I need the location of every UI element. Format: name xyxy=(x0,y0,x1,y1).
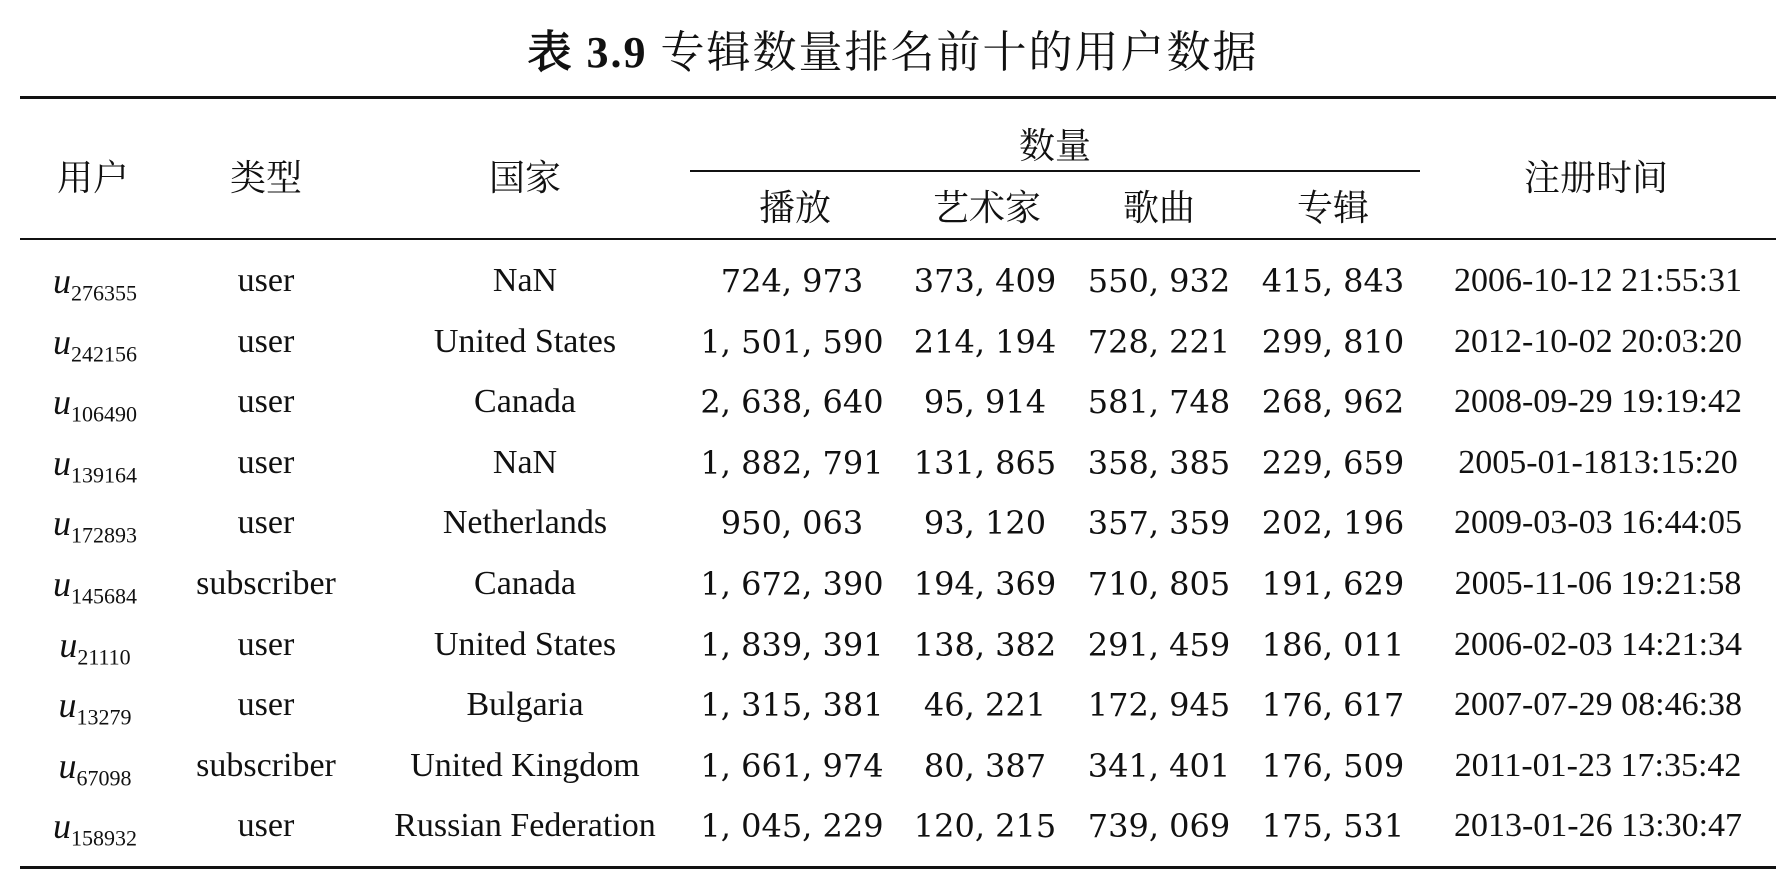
table-caption xyxy=(0,16,1786,80)
cell-songs: 172, 945 xyxy=(1087,686,1231,724)
cell-country: Russian Federation xyxy=(394,807,656,844)
cell-artists: 80, 387 xyxy=(923,747,1047,785)
cell-plays: 1, 839, 391 xyxy=(700,626,884,664)
cell-registered: 2006-02-03 14:21:34 xyxy=(1453,626,1743,663)
cell-albums: 186, 011 xyxy=(1261,626,1405,664)
cell-songs: 728, 221 xyxy=(1087,323,1231,361)
cell-registered: 2009-03-03 16:44:05 xyxy=(1453,504,1743,541)
user-symbol: u xyxy=(53,322,71,362)
cell-plays: 724, 973 xyxy=(720,262,864,300)
cell-songs: 357, 359 xyxy=(1087,504,1231,542)
user-id: 172893 xyxy=(71,522,137,548)
cell-country: NaN xyxy=(492,444,558,481)
cell-artists: 373, 409 xyxy=(913,262,1057,300)
cell-type: user xyxy=(237,383,295,420)
cell-artists: 93, 120 xyxy=(923,504,1047,542)
header-registered: 注册时间 xyxy=(1523,158,1669,198)
header-user: 用户 xyxy=(56,158,130,198)
cell-uid xyxy=(59,745,132,792)
cell-registered: 2008-09-29 19:19:42 xyxy=(1453,383,1743,420)
cell-type: subscriber xyxy=(196,565,336,602)
cell-uid xyxy=(53,321,137,368)
caption-title: 专辑数量排名前十的用户数据 xyxy=(660,28,1259,77)
cell-artists: 214, 194 xyxy=(913,323,1057,361)
user-symbol: u xyxy=(58,746,77,786)
cell-artists: 131, 865 xyxy=(913,444,1057,482)
cell-artists: 194, 369 xyxy=(913,565,1057,603)
cell-plays: 1, 672, 390 xyxy=(700,565,884,603)
user-id: 139164 xyxy=(71,462,137,488)
cell-songs: 710, 805 xyxy=(1087,565,1231,603)
user-id: 67098 xyxy=(76,765,132,791)
user-symbol: u xyxy=(53,564,71,604)
user-symbol: u xyxy=(53,382,71,422)
header-songs: 歌曲 xyxy=(1122,188,1196,228)
cell-uid xyxy=(53,502,137,549)
cell-plays: 950, 063 xyxy=(720,504,864,542)
header-plays: 播放 xyxy=(758,188,832,228)
cell-type: user xyxy=(237,807,295,844)
caption-number: 3.9 xyxy=(586,28,648,77)
cell-registered: 2013-01-26 13:30:47 xyxy=(1453,807,1743,844)
cell-country: United States xyxy=(433,323,617,360)
user-symbol: u xyxy=(58,685,77,725)
cell-country: United Kingdom xyxy=(410,747,640,784)
cell-songs: 581, 748 xyxy=(1087,383,1231,421)
user-symbol: u xyxy=(53,503,71,543)
caption-label: 表 xyxy=(527,28,574,77)
user-id: 106490 xyxy=(71,401,137,427)
cell-plays: 1, 315, 381 xyxy=(700,686,884,724)
cell-plays: 1, 882, 791 xyxy=(700,444,884,482)
bottom-rule xyxy=(20,866,1776,869)
cell-albums: 191, 629 xyxy=(1261,565,1405,603)
cell-country: Canada xyxy=(474,565,576,602)
cell-uid xyxy=(59,684,132,731)
cell-country: NaN xyxy=(492,262,558,299)
cell-plays: 1, 661, 974 xyxy=(700,747,884,785)
cell-registered: 2005-11-06 19:21:58 xyxy=(1454,565,1742,602)
cell-registered: 2012-10-02 20:03:20 xyxy=(1453,323,1743,360)
cell-country: Netherlands xyxy=(442,504,608,541)
header-albums: 专辑 xyxy=(1296,188,1370,228)
cell-country: Bulgaria xyxy=(466,686,584,723)
user-symbol: u xyxy=(59,625,78,665)
header-artists: 艺术家 xyxy=(932,188,1042,228)
cell-type: subscriber xyxy=(196,747,336,784)
cell-plays: 1, 501, 590 xyxy=(700,323,884,361)
cell-type: user xyxy=(237,504,295,541)
user-symbol: u xyxy=(53,806,71,846)
cell-artists: 138, 382 xyxy=(913,626,1057,664)
user-id: 276355 xyxy=(71,280,137,306)
cell-type: user xyxy=(237,323,295,360)
header-type: 类型 xyxy=(229,158,303,198)
cell-albums: 176, 509 xyxy=(1261,747,1405,785)
cell-plays: 2, 638, 640 xyxy=(700,383,884,421)
header-group-count: 数量 xyxy=(1018,126,1092,166)
top-rule xyxy=(20,96,1776,99)
cell-albums: 415, 843 xyxy=(1261,262,1405,300)
cell-albums: 175, 531 xyxy=(1261,807,1405,845)
header-country: 国家 xyxy=(488,158,562,198)
cell-uid xyxy=(53,442,137,489)
cell-registered: 2011-01-23 17:35:42 xyxy=(1454,747,1742,784)
user-symbol: u xyxy=(53,261,71,301)
cell-country: Canada xyxy=(474,383,576,420)
group-rule xyxy=(690,170,1420,172)
user-id: 13279 xyxy=(76,704,132,730)
cell-songs: 358, 385 xyxy=(1087,444,1231,482)
cell-albums: 176, 617 xyxy=(1261,686,1405,724)
cell-registered: 2007-07-29 08:46:38 xyxy=(1453,686,1743,723)
cell-artists: 46, 221 xyxy=(923,686,1047,724)
cell-type: user xyxy=(237,686,295,723)
cell-albums: 299, 810 xyxy=(1261,323,1405,361)
cell-uid xyxy=(53,260,137,307)
user-symbol: u xyxy=(53,443,71,483)
cell-type: user xyxy=(237,262,295,299)
cell-uid xyxy=(59,624,130,671)
cell-uid xyxy=(53,805,137,852)
cell-songs: 550, 932 xyxy=(1087,262,1231,300)
cell-uid xyxy=(53,563,137,610)
cell-albums: 268, 962 xyxy=(1261,383,1405,421)
cell-type: user xyxy=(237,444,295,481)
user-id: 242156 xyxy=(71,341,137,367)
cell-albums: 229, 659 xyxy=(1261,444,1405,482)
cell-country: United States xyxy=(433,626,617,663)
cell-type: user xyxy=(237,626,295,663)
cell-artists: 120, 215 xyxy=(913,807,1057,845)
cell-albums: 202, 196 xyxy=(1261,504,1405,542)
cell-artists: 95, 914 xyxy=(923,383,1047,421)
user-id: 145684 xyxy=(71,583,137,609)
cell-plays: 1, 045, 229 xyxy=(700,807,884,845)
header-rule xyxy=(20,238,1776,240)
user-id: 21110 xyxy=(77,644,131,670)
cell-registered: 2005-01-1813:15:20 xyxy=(1458,444,1738,481)
user-id: 158932 xyxy=(71,825,137,851)
cell-registered: 2006-10-12 21:55:31 xyxy=(1453,262,1743,299)
cell-songs: 739, 069 xyxy=(1087,807,1231,845)
cell-uid xyxy=(53,381,137,428)
cell-songs: 341, 401 xyxy=(1087,747,1231,785)
cell-songs: 291, 459 xyxy=(1087,626,1231,664)
